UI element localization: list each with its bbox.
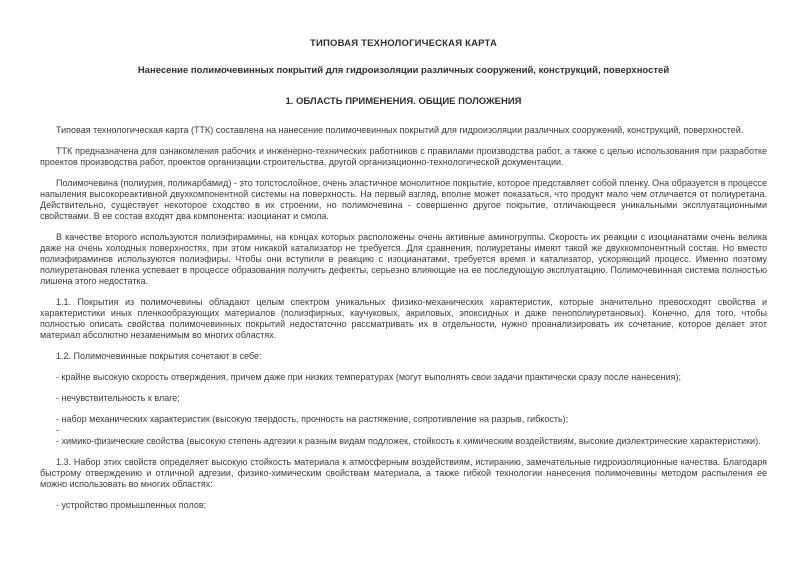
list-item-industrial-floors: - устройство промышленных полов; [56, 500, 207, 510]
list-item-moisture: - нечувствительность к влаге; [56, 393, 180, 403]
list-item-curing-speed: - крайне высокую скорость отверждения, причем даже при низких температурах (могут выполнять свои задачи практически сразу после нанесения); [56, 372, 682, 382]
section-heading: 1. ОБЛАСТЬ ПРИМЕНЕНИЯ. ОБЩИЕ ПОЛОЖЕНИЯ [285, 96, 522, 107]
paragraph-polyetheramines: В качестве второго используются полиэфирамины, на концах которых расположены очень активные аминогруппы. Скорость их реакции с изоцианатами очень велика даже на очень холодных поверхностях, при этом никакой катализатор не требуется. Для сравнения, полиуретаны имеют такой же двухкомпонентный состав. Но вместо полиэфираминов используются полиэфиры. Чтобы они вступили в реакцию с изоцианатами, требуется время и катализатор, ускоряющий процесс. Именно поэтому полиуретановая пленка успевает в процессе образования получить дефекты, серьезно влияющие на ее последующую эксплуатацию. Полимочевинная система полностью лишена этого недостатка. [40, 232, 767, 286]
document-body [40, 125, 767, 511]
paragraph-purpose: ТТК предназначена для ознакомления рабочих и инженерно-технических работников с правилами производства работ, а также с целью использования при разработке проектов производства работ, проектов организации строительства, другой организационно-технологической документации. [40, 146, 767, 167]
list-item-dash: - [56, 425, 59, 435]
doc-title: ТИПОВАЯ ТЕХНОЛОГИЧЕСКАЯ КАРТА [309, 38, 498, 49]
paragraph-1-1: 1.1. Покрытия из полимочевины обладают целым спектром уникальных физико-механических характеристик, которые значительно превосходят свойства и характеристики иных пленкообразующих материалов (полиэфирных, каучуковых, акриловых, эпоксидных и даже пенополиуретановых). Конечно, для того, чтобы полностью описать свойства полимочевинных покрытий недостаточно рассматривать их в отдельности, нужно проанализировать их сочетание, которое делает этот материал абсолютно незаменимым во многих областях. [40, 297, 767, 340]
paragraph-1-3: 1.3. Набор этих свойств определяет высокую стойкость материала к атмосферным воздействиям, истиранию, замечательные гидроизоляционные качества. Благодаря быстрому отверждению и отличной адгезии, физико-химическим свойствам материала, а также гибкой технологии нанесения полимочевины методом распыления ее можно использовать во многих областях: [40, 457, 767, 489]
list-item-chemical: - химико-физические свойства (высокую степень адгезии к разным видам подложек, стойкость к химическим воздействиям, высокие диэлектрические характеристики). [56, 436, 761, 446]
paragraph-polyurea-description: Полимочевина (полиурия, поликарбамид) - это толстослойное, очень эластичное монолитное покрытие, которое представляет собой пленку. Она образуется в процессе напыления высокореактивной двухкомпонентной системы на поверхность. На первый взгляд, вполне может показаться, что продукт мало чем отличается от полиуретана. Действительно, существует некоторое сходство в их строении, но полимочевина - совершенно другое покрытие, отличающееся уникальными эксплуатационными свойствами. В ее состав входят два компонента: изоцианат и смола. [40, 178, 767, 221]
paragraph-intro: Типовая технологическая карта (ТТК) составлена на нанесение полимочевинных покрытий для гидроизоляции различных сооружений, конструкций, поверхностей. [56, 125, 744, 135]
doc-subtitle: Нанесение полимочевинных покрытий для гидроизоляции различных сооружений, конструкций, поверхностей [137, 65, 670, 76]
list-item-mechanical: - набор механических характеристик (высокую твердость, прочность на растяжение, сопротивление на разрыв, гибкость); [56, 414, 569, 424]
paragraph-1-2: 1.2. Полимочевинные покрытия сочетают в себе: [56, 351, 262, 361]
